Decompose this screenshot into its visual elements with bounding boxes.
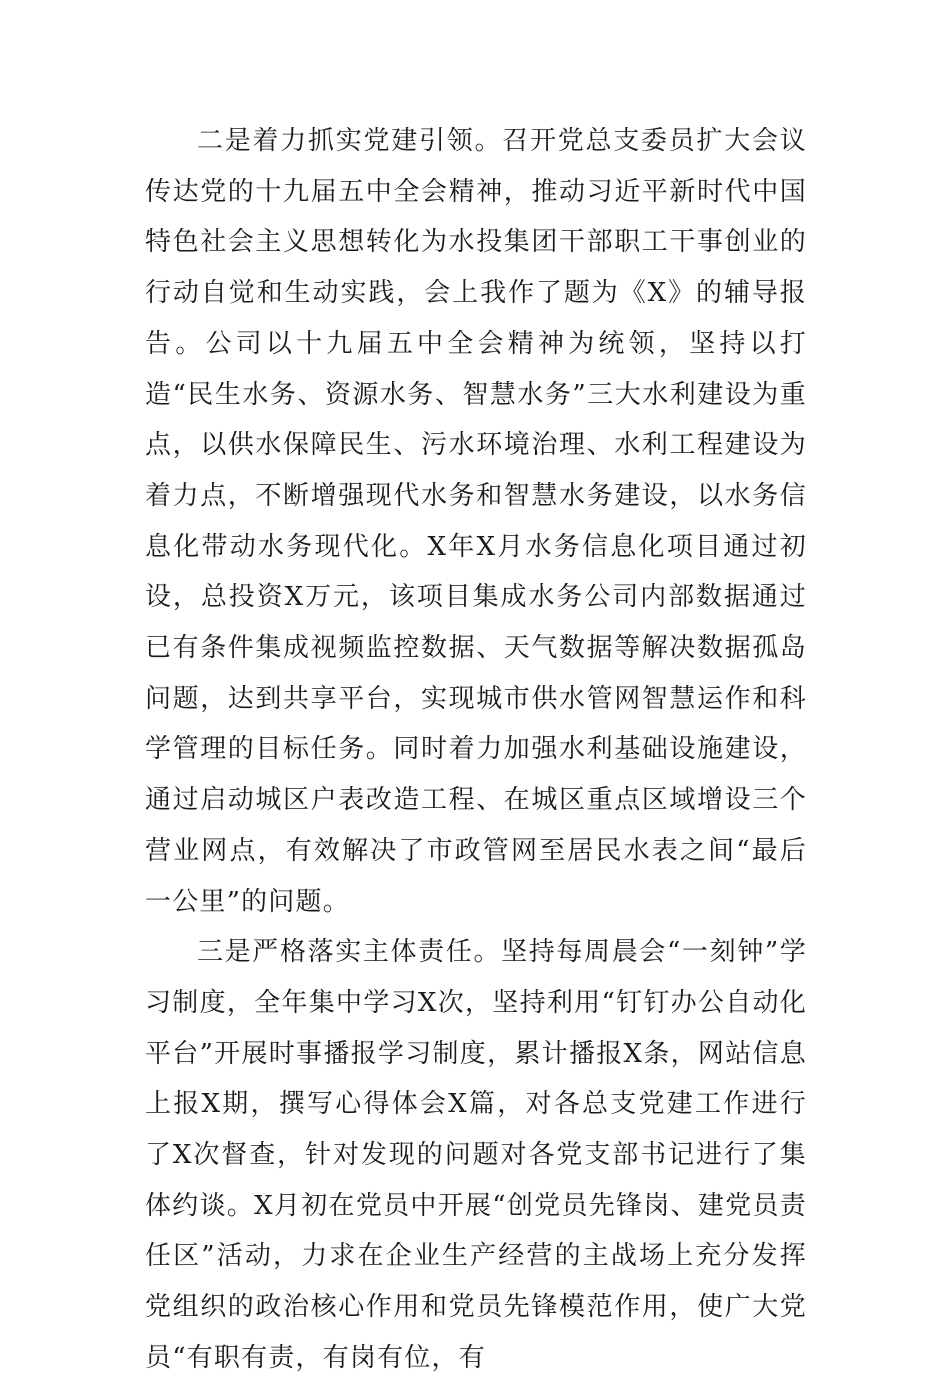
document-body <box>145 116 807 1384</box>
paragraph-main-responsibility: 三是严格落实主体责任。坚持每周晨会“一刻钟”学习制度，全年集中学习X次，坚持利用“钉钉办公自动化平台”开展时事播报学习制度，累计播报X条，网站信息上报X期，撰写心得体会X篇，对各总支党建工作进行了X次督查，针对发现的问题对各党支部书记进行了集体约谈。X月初在党员中开展“创党员先锋岗、建党员责任区”活动，力求在企业生产经营的主战场上充分发挥党组织的政治核心作用和党员先锋模范作用，使广大党员“有职有责，有岗有位，有 <box>145 937 807 1373</box>
paragraph-party-building: 二是着力抓实党建引领。召开党总支委员扩大会议传达党的十九届五中全会精神，推动习近平新时代中国特色社会主义思想转化为水投集团干部职工干事创业的行动自觉和生动实践，会上我作了题为《X》的辅导报告。公司以十九届五中全会精神为统领，坚持以打造“民生水务、资源水务、智慧水务”三大水利建设为重点，以供水保障民生、污水环境治理、水利工程建设为着力点，不断增强现代水务和智慧水务建设，以水务信息化带动水务现代化。X年X月水务信息化项目通过初设，总投资X万元，该项目集成水务公司内部数据通过已有条件集成视频监控数据、天气数据等解决数据孤岛问题，达到共享平台，实现城市供水管网智慧运作和科学管理的目标任务。同时着力加强水利基础设施建设，通过启动城区户表改造工程、在城区重点区域增设三个营业网点，有效解决了市政管网至居民水表之间“最后一公里”的问题。 <box>145 126 807 917</box>
